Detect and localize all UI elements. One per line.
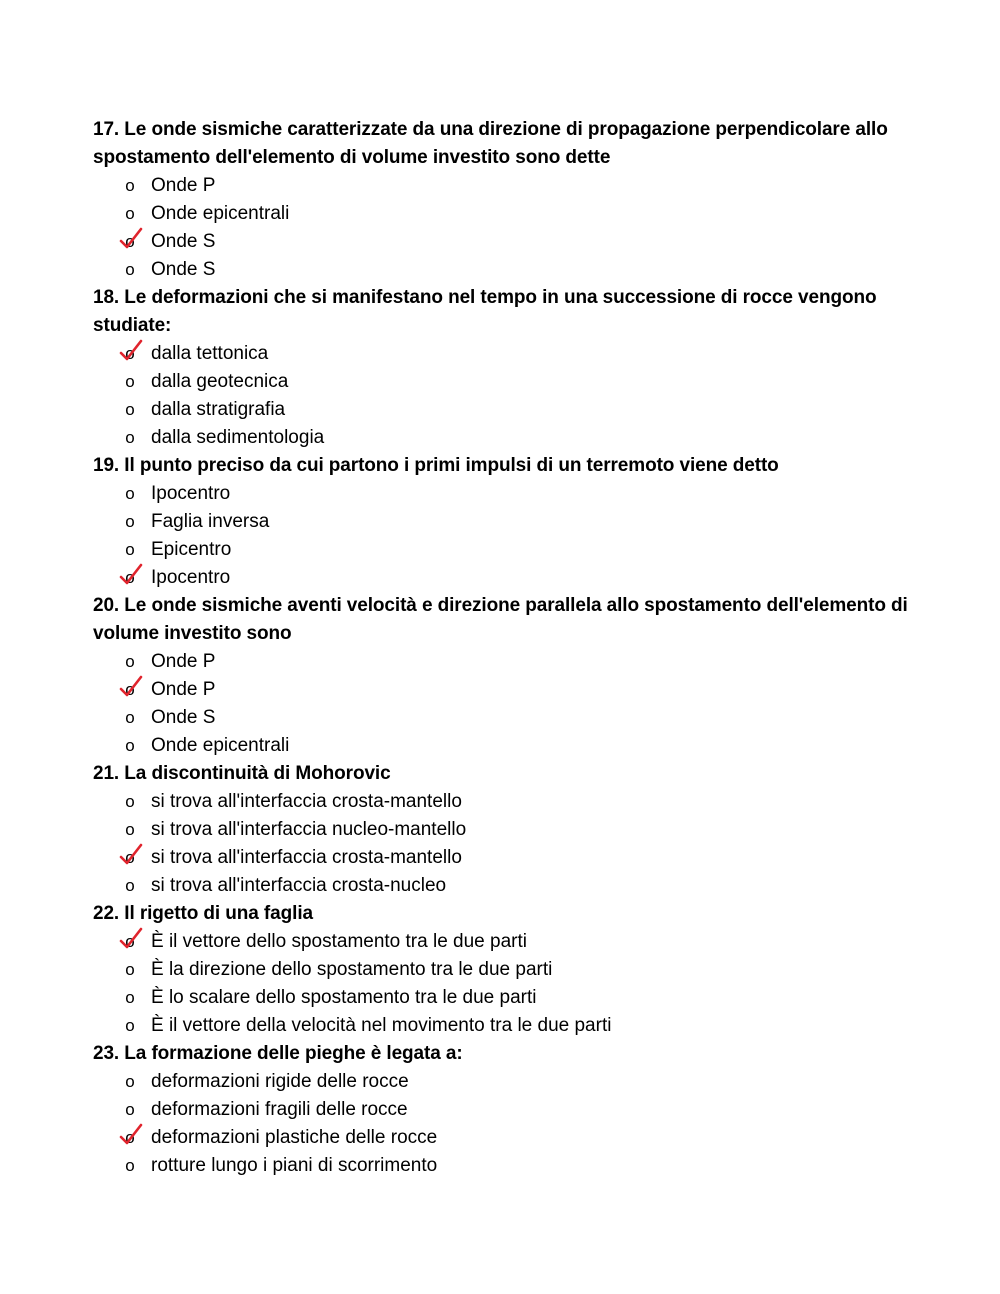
bullet-icon: o	[125, 960, 135, 979]
question-text: 20. Le onde sismiche aventi velocità e direzione parallela allo spostamento dell'elemento di volume investito sono	[93, 595, 908, 644]
answer-option-text: dalla stratigrafia	[151, 399, 286, 420]
answer-option	[93, 536, 913, 564]
question-text: 18. Le deformazioni che si manifestano nel tempo in una successione di rocce vengono studiate:	[93, 287, 877, 336]
answer-option-correct	[93, 1124, 913, 1152]
answer-options	[93, 788, 913, 900]
answer-option-correct	[93, 340, 913, 368]
answer-option-text: si trova all'interfaccia crosta-mantello	[151, 791, 462, 812]
answer-option	[93, 732, 913, 760]
answer-option-correct	[93, 228, 913, 256]
answer-option-correct	[93, 844, 913, 872]
bullet-icon: o	[125, 988, 135, 1007]
checkmark-icon	[119, 674, 145, 700]
answer-option	[93, 788, 913, 816]
answer-option-text: Onde S	[151, 707, 216, 728]
answer-option	[93, 956, 913, 984]
bullet-icon: o	[125, 1016, 135, 1035]
answer-option-text: si trova all'interfaccia crosta-nucleo	[151, 875, 447, 896]
question-block	[93, 900, 913, 1040]
answer-option	[93, 816, 913, 844]
bullet-icon: o	[125, 400, 135, 419]
checkmark-icon	[119, 226, 145, 252]
bullet-icon: o	[125, 652, 135, 671]
bullet-icon: o	[125, 484, 135, 503]
answer-option-text: Onde epicentrali	[151, 203, 290, 224]
bullet-icon: o	[125, 1100, 135, 1119]
answer-option	[93, 1012, 913, 1040]
answer-option	[93, 200, 913, 228]
answer-option	[93, 648, 913, 676]
answer-options	[93, 928, 913, 1040]
answer-option	[93, 1152, 913, 1180]
answer-options	[93, 172, 913, 284]
question-block	[93, 592, 913, 760]
answer-option	[93, 704, 913, 732]
answer-option-text: Ipocentro	[151, 567, 231, 588]
bullet-icon: o	[125, 680, 135, 699]
answer-options	[93, 340, 913, 452]
answer-option-correct	[93, 928, 913, 956]
question-block	[93, 284, 913, 452]
checkmark-icon	[119, 842, 145, 868]
answer-option-text: È il vettore della velocità nel movimento tra le due parti	[151, 1015, 612, 1036]
answer-option-text: È il vettore dello spostamento tra le due parti	[151, 931, 527, 952]
answer-option-text: Onde P	[151, 651, 216, 672]
question-text: 21. La discontinuità di Mohorovic	[93, 763, 391, 784]
bullet-icon: o	[125, 1072, 135, 1091]
bullet-icon: o	[125, 372, 135, 391]
answer-option-text: deformazioni plastiche delle rocce	[151, 1127, 438, 1148]
answer-option	[93, 984, 913, 1012]
answer-option	[93, 424, 913, 452]
bullet-icon: o	[125, 820, 135, 839]
checkmark-icon	[119, 562, 145, 588]
bullet-icon: o	[125, 848, 135, 867]
answer-option	[93, 396, 913, 424]
answer-option-text: dalla geotecnica	[151, 371, 289, 392]
answer-option-text: Epicentro	[151, 539, 232, 560]
answer-option-text: si trova all'interfaccia crosta-mantello	[151, 847, 462, 868]
answer-option-text: Onde S	[151, 259, 216, 280]
bullet-icon: o	[125, 932, 135, 951]
answer-options	[93, 1068, 913, 1180]
bullet-icon: o	[125, 736, 135, 755]
bullet-icon: o	[125, 428, 135, 447]
answer-option	[93, 172, 913, 200]
bullet-icon: o	[125, 792, 135, 811]
answer-options	[93, 480, 913, 592]
answer-option-text: Onde P	[151, 679, 216, 700]
answer-option	[93, 368, 913, 396]
question-text: 22. Il rigetto di una faglia	[93, 903, 313, 924]
answer-option-text: dalla sedimentologia	[151, 427, 325, 448]
answer-option-text: È la direzione dello spostamento tra le due parti	[151, 959, 553, 980]
answer-option-correct	[93, 564, 913, 592]
answer-option-text: Onde P	[151, 175, 216, 196]
answer-option-text: deformazioni rigide delle rocce	[151, 1071, 409, 1092]
answer-option-text: È lo scalare dello spostamento tra le due parti	[151, 987, 537, 1008]
answer-option-text: Onde S	[151, 231, 216, 252]
answer-option-text: Ipocentro	[151, 483, 231, 504]
bullet-icon: o	[125, 232, 135, 251]
checkmark-icon	[119, 926, 145, 952]
question-block	[93, 1040, 913, 1180]
bullet-icon: o	[125, 204, 135, 223]
answer-option-text: rotture lungo i piani di scorrimento	[151, 1155, 438, 1176]
checkmark-icon	[119, 338, 145, 364]
answer-option-text: dalla tettonica	[151, 343, 269, 364]
bullet-icon: o	[125, 1156, 135, 1175]
bullet-icon: o	[125, 344, 135, 363]
question-text: 19. Il punto preciso da cui partono i primi impulsi di un terremoto viene detto	[93, 455, 779, 476]
answer-option-text: deformazioni fragili delle rocce	[151, 1099, 408, 1120]
bullet-icon: o	[125, 540, 135, 559]
answer-option	[93, 872, 913, 900]
bullet-icon: o	[125, 512, 135, 531]
answer-option-text: Onde epicentrali	[151, 735, 290, 756]
answer-option-correct	[93, 676, 913, 704]
answer-options	[93, 648, 913, 760]
bullet-icon: o	[125, 260, 135, 279]
bullet-icon: o	[125, 876, 135, 895]
question-block	[93, 452, 913, 592]
bullet-icon: o	[125, 708, 135, 727]
answer-option	[93, 1068, 913, 1096]
answer-option	[93, 480, 913, 508]
checkmark-icon	[119, 1122, 145, 1148]
answer-option-text: Faglia inversa	[151, 511, 270, 532]
bullet-icon: o	[125, 568, 135, 587]
question-block	[93, 116, 913, 284]
bullet-icon: o	[125, 176, 135, 195]
answer-option-text: si trova all'interfaccia nucleo-mantello	[151, 819, 467, 840]
bullet-icon: o	[125, 1128, 135, 1147]
answer-option	[93, 508, 913, 536]
question-block	[93, 760, 913, 900]
quiz-list	[93, 116, 913, 1180]
answer-option	[93, 1096, 913, 1124]
answer-option	[93, 256, 913, 284]
question-text: 17. Le onde sismiche caratterizzate da una direzione di propagazione perpendicolare allo spostamento dell'elemento di volume investito sono dette	[93, 119, 888, 168]
question-text: 23. La formazione delle pieghe è legata a:	[93, 1043, 463, 1064]
